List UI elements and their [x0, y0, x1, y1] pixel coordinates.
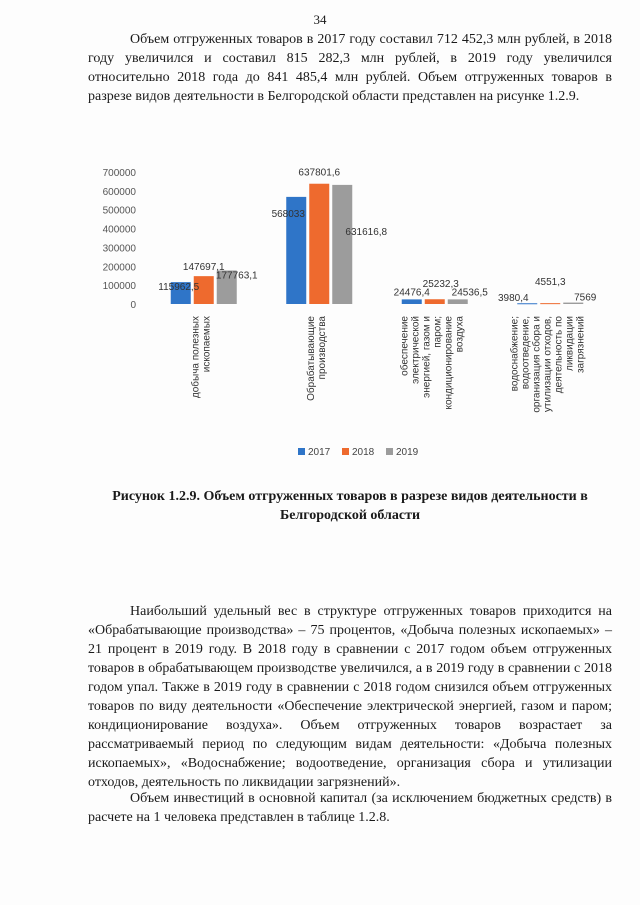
category-label: деятельность по	[553, 316, 565, 394]
bar-value-label: 147697,1	[182, 262, 225, 274]
bar-value-label: 631616,8	[345, 226, 388, 238]
category-label: водоснабжение;	[509, 316, 521, 392]
legend-label: 2018	[352, 447, 375, 458]
bar-chart-svg	[88, 148, 612, 470]
legend-swatch	[342, 448, 349, 455]
category-label: водоотведение,	[520, 316, 532, 390]
bar-value-label: 7569	[574, 292, 597, 304]
bar-value-label: 637801,6	[298, 167, 341, 179]
legend-label: 2019	[396, 447, 419, 458]
intro-paragraph: Объем отгруженных товаров в 2017 году составил 712 452,3 млн рублей, в 2018 году увеличился и составил 815 282,3 млн рублей, в 2019 году увеличился относительно 2018 года до 841 485,4 млн рублей. Объем отгруженных товаров в разрезе видов деятельности в Белгородской области представлен на рисунке 1.2.9.	[88, 32, 612, 104]
category-label: обеспечение	[399, 316, 411, 376]
bar-value-label: 24476,4	[393, 287, 430, 299]
y-tick-label: 100000	[102, 281, 136, 293]
category-label: организация сбора и	[531, 316, 543, 413]
category-label: паром;	[432, 316, 444, 348]
legend-swatch	[386, 448, 393, 455]
bar-value-label: 24536,5	[451, 287, 488, 299]
y-tick-label: 300000	[102, 243, 136, 255]
bar-value-label: 568033	[271, 208, 305, 220]
bar	[402, 299, 422, 304]
y-tick-label: 600000	[102, 186, 136, 198]
category-label: энергией, газом и	[421, 316, 433, 398]
category-labels-group	[189, 316, 586, 413]
bar	[448, 299, 468, 304]
shipments-chart	[88, 148, 612, 470]
bar	[332, 185, 352, 304]
y-tick-label: 700000	[102, 168, 136, 179]
bar-value-label: 3980,4	[497, 293, 529, 305]
category-label: утилизации отходов,	[542, 316, 554, 413]
category-label: электрической	[410, 316, 422, 384]
bar	[540, 303, 560, 304]
bar-value-label: 25232,3	[422, 279, 459, 291]
bar-value-label: 4551,3	[534, 277, 566, 289]
category-label: добыча полезных	[190, 316, 202, 399]
y-tick-label: 0	[130, 300, 136, 311]
category-label: воздуха	[454, 316, 466, 353]
legend-swatch	[298, 448, 305, 455]
y-axis	[103, 168, 137, 311]
category-label: кондиционирование	[443, 316, 455, 410]
bar	[425, 299, 445, 304]
y-tick-label: 200000	[102, 262, 136, 274]
category-label: ликвидации	[564, 316, 576, 371]
bar-value-label: 115962,5	[158, 282, 200, 294]
bar	[309, 184, 329, 304]
category-label: загрязнений	[575, 316, 587, 374]
legend	[298, 447, 419, 458]
analysis-paragraph: Наибольший удельный вес в структуре отгруженных товаров приходится на «Обрабатывающие производства» – 75 процентов, «Добыча полезных ископаемых» – 21 процент в 2019 году. В 2018 году в сравнении с 2017 годом объем отгруженных товаров в обрабатывающем производстве увеличился, а в 2019 году в сравнении с 2018 годом упал. Также в 2019 году в сравнении с 2018 годом снизился объем отгруженных товаров по виду деятельности «Обеспечение электрической энергией, газом и паром; кондиционирование воздуха». Объем отгруженных товаров возрастает за рассматриваемый период по следующим видам деятельности: «Добыча полезных ископаемых», «Водоснабжение; водоотведение, организация сбора и утилизации отходов, деятельность по ликвидации загрязнений».	[88, 604, 612, 790]
page-number: 34	[313, 12, 327, 27]
y-tick-label: 400000	[102, 224, 136, 236]
bar-value-label: 177763,1	[215, 270, 258, 282]
bars-group	[171, 184, 584, 305]
figure-caption: Рисунок 1.2.9. Объем отгруженных товаров в разрезе видов деятельности в Белгородской области	[112, 489, 588, 523]
legend-label: 2017	[308, 447, 331, 458]
investment-paragraph: Объем инвестиций в основной капитал (за исключением бюджетных средств) в расчете на 1 человека представлен в таблице 1.2.8.	[88, 791, 612, 825]
category-label: Обрабатывающие	[305, 316, 317, 401]
category-label: ископаемых	[201, 316, 213, 373]
category-label: производства	[316, 316, 328, 380]
y-tick-label: 500000	[102, 205, 136, 217]
